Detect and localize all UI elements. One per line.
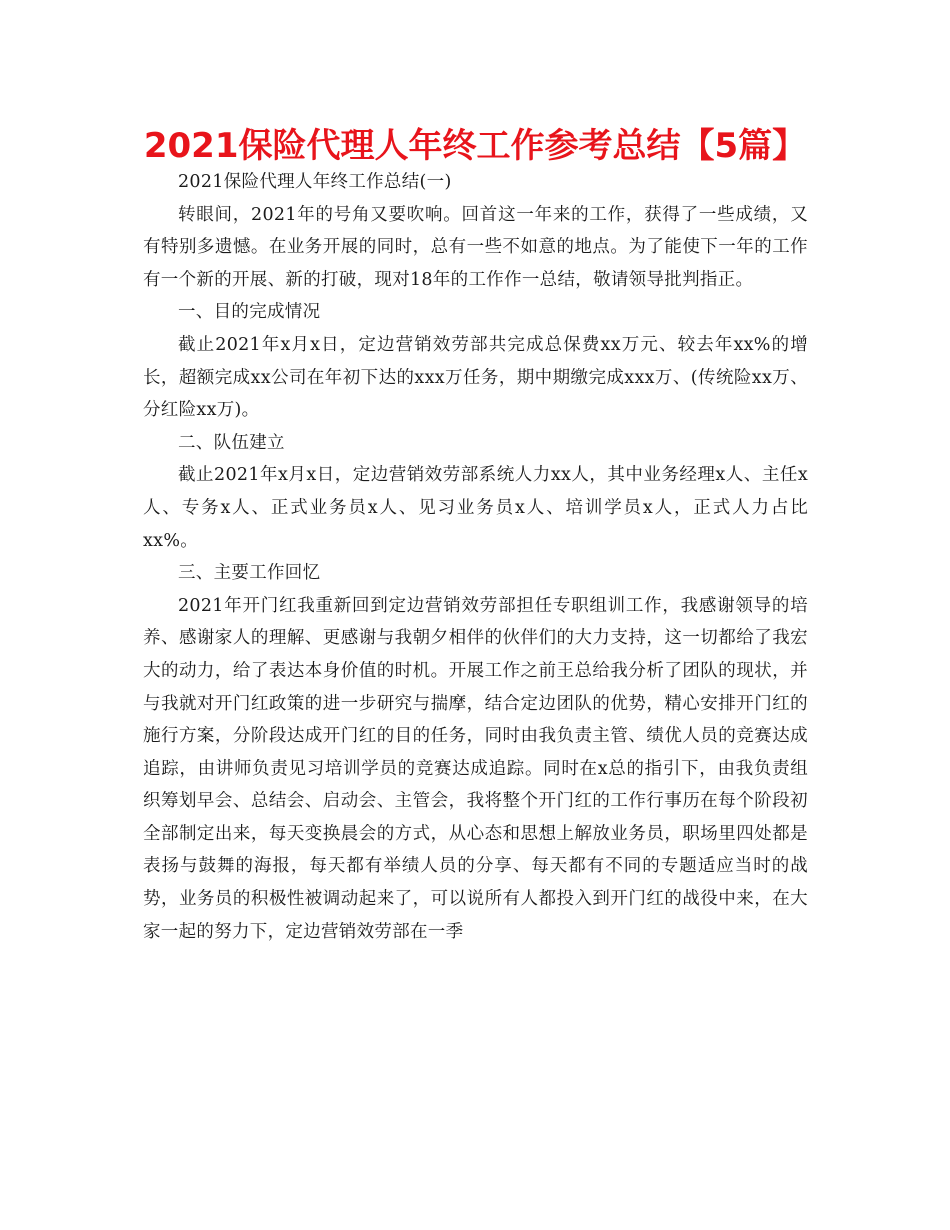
section-subtitle: 2021保险代理人年终工作总结(一): [178, 172, 452, 192]
review-paragraph: 2021年开门红我重新回到定边营销效劳部担任专职组训工作，我感谢领导的培养、感谢家人的理解、更感谢与我朝夕相伴的伙伴们的大力支持，这一切都给了我宏大的动力，给了表达本身价值的时机。开展工作之前王总给我分析了团队的现状，并与我就对开门红政策的进一步研究与揣摩，结合定边团队的优势，精心安排开门红的施行方案，分阶段达成开门红的目的任务，同时由我负责主管、绩优人员的竞赛达成追踪，由讲师负责见习培训学员的竞赛达成追踪。同时在x总的指引下，由我负责组织筹划早会、总结会、启动会、主管会，我将整个开门红的工作行事历在每个阶段初全部制定出来，每天变换晨会的方式，从心态和思想上解放业务员，职场里四处都是表扬与鼓舞的海报，每天都有举绩人员的分享、每天都有不同的专题适应当时的战势，业务员的积极性被调动起来了，可以说所有人都投入到开门红的战役中来，在大家一起的努力下，定边营销效劳部在一季: [143, 595, 808, 942]
section-heading-review: 三、主要工作回忆: [178, 563, 321, 584]
document-body: [143, 166, 808, 948]
document-title: 2021保险代理人年终工作参考总结【5篇】: [143, 126, 807, 166]
team-paragraph: 截止2021年x月x日，定边营销效劳部系统人力xx人，其中业务经理x人、主任x人、专务x人、正式业务员x人、见习业务员x人、培训学员x人，正式人力占比xx%。: [143, 465, 808, 551]
intro-paragraph: 转眼间，2021年的号角又要吹响。回首这一年来的工作，获得了一些成绩，又有特别多遗憾。在业务开展的同时，总有一些不如意的地点。为了能使下一年的工作有一个新的开展、新的打破，现对18年的工作作一总结，敬请领导批判指正。: [143, 204, 808, 290]
section-heading-team: 二、队伍建立: [178, 432, 285, 453]
goals-paragraph: 截止2021年x月x日，定边营销效劳部共完成总保费xx万元、较去年xx%的增长，超额完成xx公司在年初下达的xxx万任务，期中期缴完成xxx万、(传统险xx万、分红险xx万)。: [143, 334, 808, 421]
section-heading-goals: 一、目的完成情况: [178, 302, 321, 323]
